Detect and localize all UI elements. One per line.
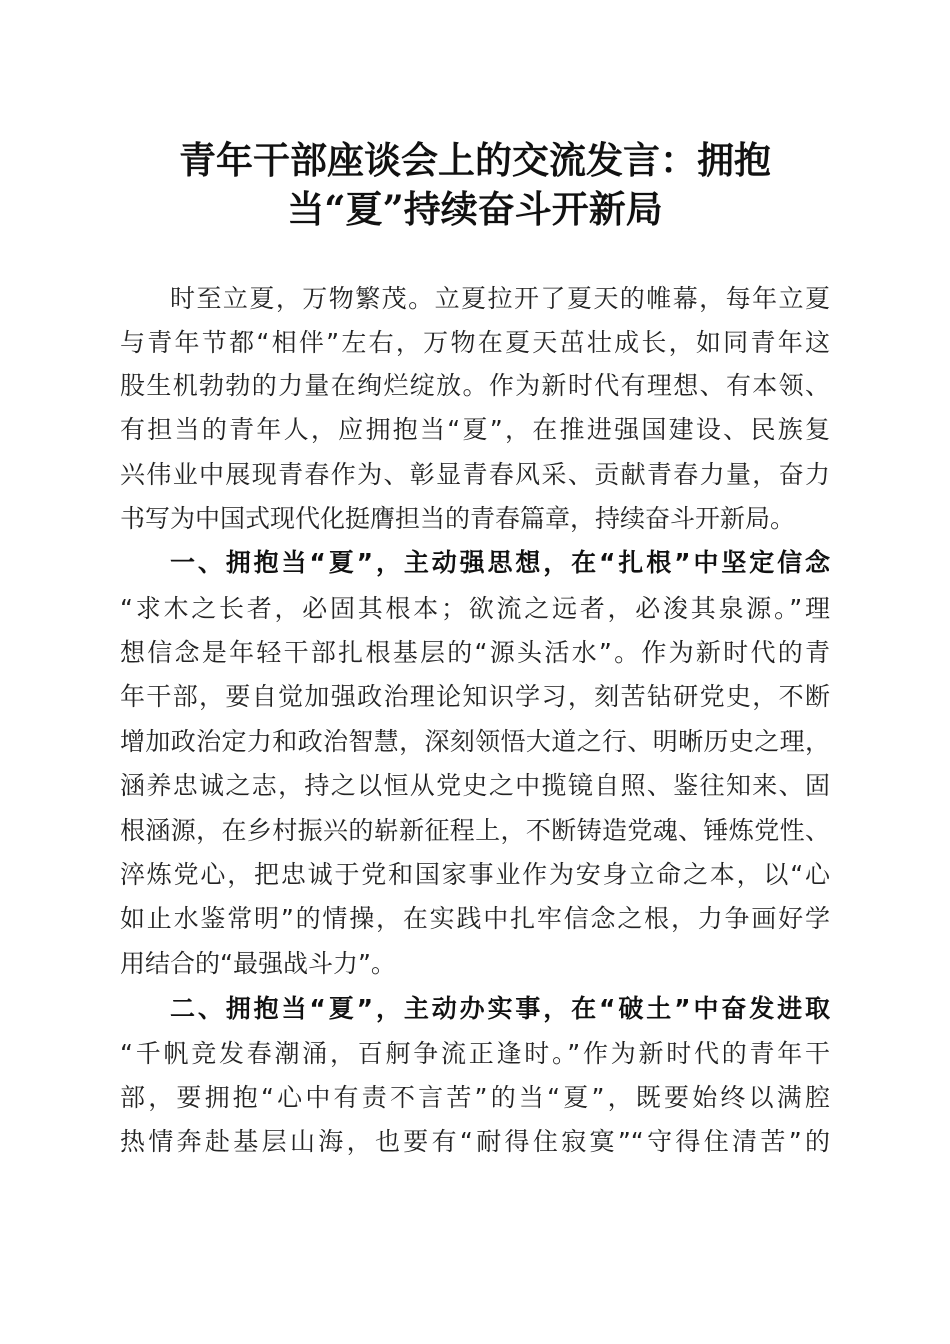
section-1-line: 想信念是年轻干部扎根基层的“源头活水”。作为新时代的青 <box>120 638 830 667</box>
section-1-line: 淬炼党心，把忠诚于党和国家事业作为安身立命之本，以“心 <box>120 860 830 889</box>
intro-line: 有担当的青年人，应拥抱当“夏”，在推进强国建设、民族复 <box>120 415 830 444</box>
section-2-line: 部，要拥抱“心中有责不言苦”的当“夏”，既要始终以满腔 <box>120 1083 830 1112</box>
intro-line: 兴伟业中展现青春作为、彰显青春风采、贡献青春力量，奋力 <box>120 460 830 489</box>
document-title-line-2: 当“夏”持续奋斗开新局 <box>287 187 663 231</box>
document-title-line-1: 青年干部座谈会上的交流发言：拥抱 <box>179 138 771 182</box>
section-2-line: 热情奔赴基层山海，也要有“耐得住寂寞”“守得住清苦”的 <box>120 1127 830 1156</box>
section-1-line: “求木之长者，必固其根本；欲流之远者，必浚其泉源。”理 <box>120 594 830 623</box>
section-1-line: 用结合的“最强战斗力”。 <box>120 949 396 978</box>
intro-line: 书写为中国式现代化挺膺担当的青春篇章，持续奋斗开新局。 <box>120 504 796 533</box>
section-1-line: 年干部，要自觉加强政治理论知识学习，刻苦钻研党史，不断 <box>120 682 830 711</box>
section-2-line: “千帆竞发春潮涌，百舸争流正逢时。”作为新时代的青年干 <box>120 1039 830 1068</box>
section-2-heading: 二、拥抱当“夏”，主动办实事，在“破土”中奋发进取 <box>170 994 830 1023</box>
section-1-line: 增加政治定力和政治智慧，深刻领悟大道之行、明晰历史之理， <box>120 727 830 756</box>
intro-line: 与青年节都“相伴”左右，万物在夏天茁壮成长，如同青年这 <box>120 328 830 357</box>
intro-line: 股生机勃勃的力量在绚烂绽放。作为新时代有理想、有本领、 <box>120 371 830 400</box>
intro-line: 时至立夏，万物繁茂。立夏拉开了夏天的帷幕，每年立夏 <box>170 284 830 313</box>
section-1-line: 涵养忠诚之志，持之以恒从党史之中揽镜自照、鉴往知来、固 <box>120 771 830 800</box>
section-1-line: 如止水鉴常明”的情操，在实践中扎牢信念之根，力争画好学 <box>120 904 830 933</box>
section-1-heading: 一、拥抱当“夏”，主动强思想，在“扎根”中坚定信念 <box>170 548 830 577</box>
section-1-line: 根涵源，在乡村振兴的崭新征程上，不断铸造党魂、锤炼党性、 <box>120 816 830 845</box>
